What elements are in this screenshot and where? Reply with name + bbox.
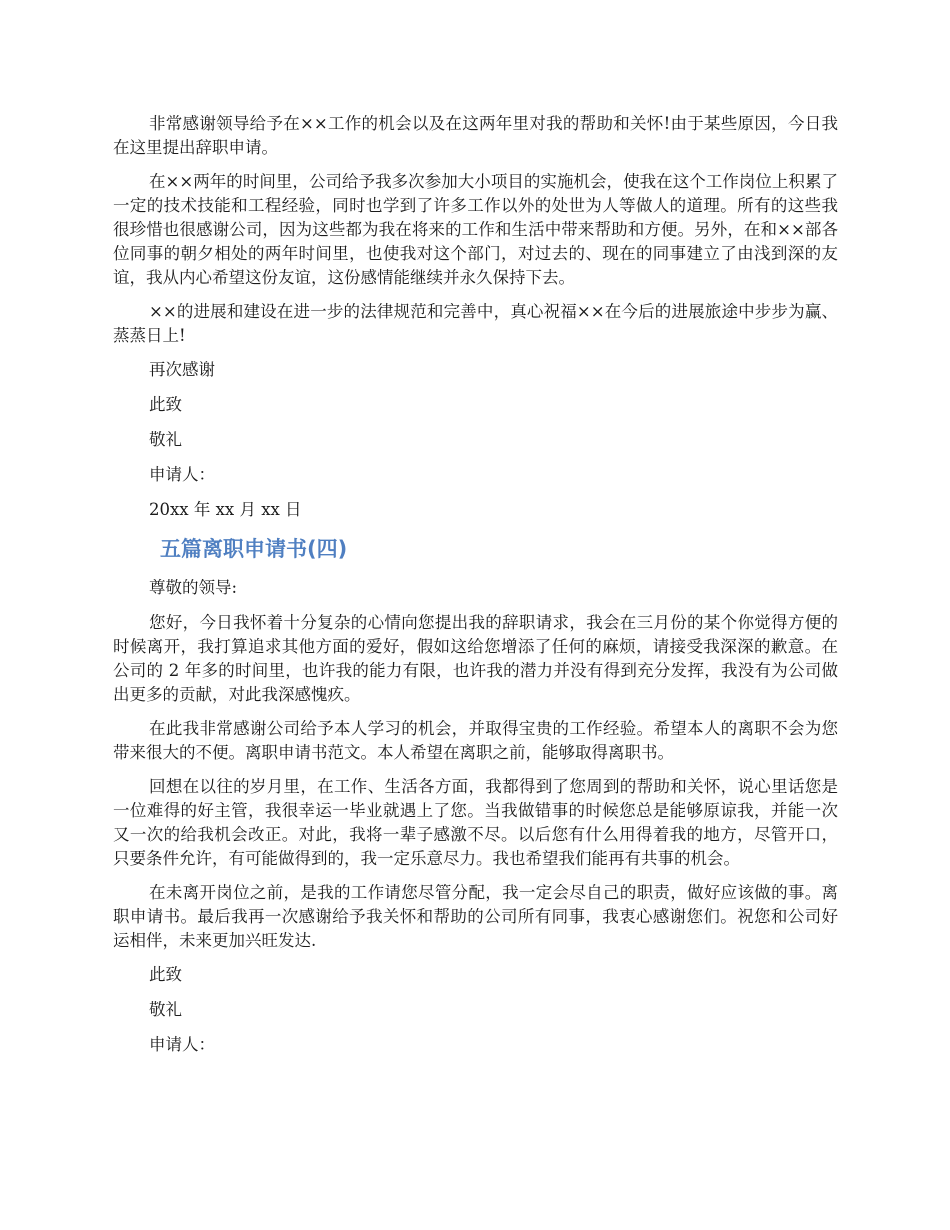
section-heading: 五篇离职申请书(四) [160, 537, 348, 561]
applicant-label-2: 申请人： [149, 1035, 215, 1054]
date-line: 20xx 年 xx 月 xx 日 [149, 500, 302, 519]
salute-phrase: 敬礼 [149, 430, 182, 449]
paragraph-gratitude: 在此我非常感谢公司给予本人学习的机会，并取得宝贵的工作经验。希望本人的离职不会为您带来很大的不便。离职申请书范文。本人希望在离职之前，能够取得离职书。 [113, 719, 838, 762]
thanks-again: 再次感谢 [149, 360, 215, 379]
paragraph-thanks-opening: 非常感谢领导给予在××工作的机会以及在这两年里对我的帮助和关怀!由于某些原因，今日我在这里提出辞职申请。 [113, 114, 838, 157]
paragraph-blessing: ××的进展和建设在进一步的法律规范和完善中，真心祝福××在今后的进展旅途中步步为赢、蒸蒸日上! [113, 302, 838, 345]
paragraph-experience: 在××两年的时间里，公司给予我多次参加大小项目的实施机会，使我在这个工作岗位上积累了一定的技术技能和工程经验，同时也学到了许多工作以外的处世为人等做人的道理。所有的这些我很珍惜也很感谢公司，因为这些都为我在将来的工作和生活中带来帮助和方便。另外，在和××部各位同事的朝夕相处的两年时间里，也使我对这个部门，对过去的、现在的同事建立了由浅到深的友谊，我从内心希望这份友谊，这份感情能继续并永久保持下去。 [113, 172, 838, 287]
paragraph-final-duties: 在未离开岗位之前，是我的工作请您尽管分配，我一定会尽自己的职责，做好应该做的事。离职申请书。最后我再一次感谢给予我关怀和帮助的公司所有同事，我衷心感谢您们。祝您和公司好运相伴，未来更加兴旺发达. [113, 883, 838, 950]
applicant-label: 申请人： [149, 465, 215, 484]
paragraph-memories: 回想在以往的岁月里，在工作、生活各方面，我都得到了您周到的帮助和关怀，说心里话您是一位难得的好主管，我很幸运一毕业就遇上了您。当我做错事的时候您总是能够原谅我，并能一次又一次的给我机会改正。对此，我将一辈子感激不尽。以后您有什么用得着我的地方，尽管开口，只要条件允许，有可能做得到的，我一定乐意尽力。我也希望我们能再有共事的机会。 [113, 777, 838, 868]
salute-phrase-2: 敬礼 [149, 1000, 182, 1019]
greeting-line: 尊敬的领导: [149, 578, 238, 597]
closing-phrase-2: 此致 [149, 965, 182, 984]
paragraph-resignation-request: 您好，今日我怀着十分复杂的心情向您提出我的辞职请求，我会在三月份的某个你觉得方便的时候离开，我打算追求其他方面的爱好，假如这给您增添了任何的麻烦，请接受我深深的歉意。在公司的 2 年多的时间里，也许我的能力有限，也许我的潜力并没有得到充分发挥，我没有为公司做出更多的贡献，对此我深感愧疚。 [113, 613, 838, 704]
document-page [113, 112, 838, 1068]
closing-phrase: 此致 [149, 395, 182, 414]
